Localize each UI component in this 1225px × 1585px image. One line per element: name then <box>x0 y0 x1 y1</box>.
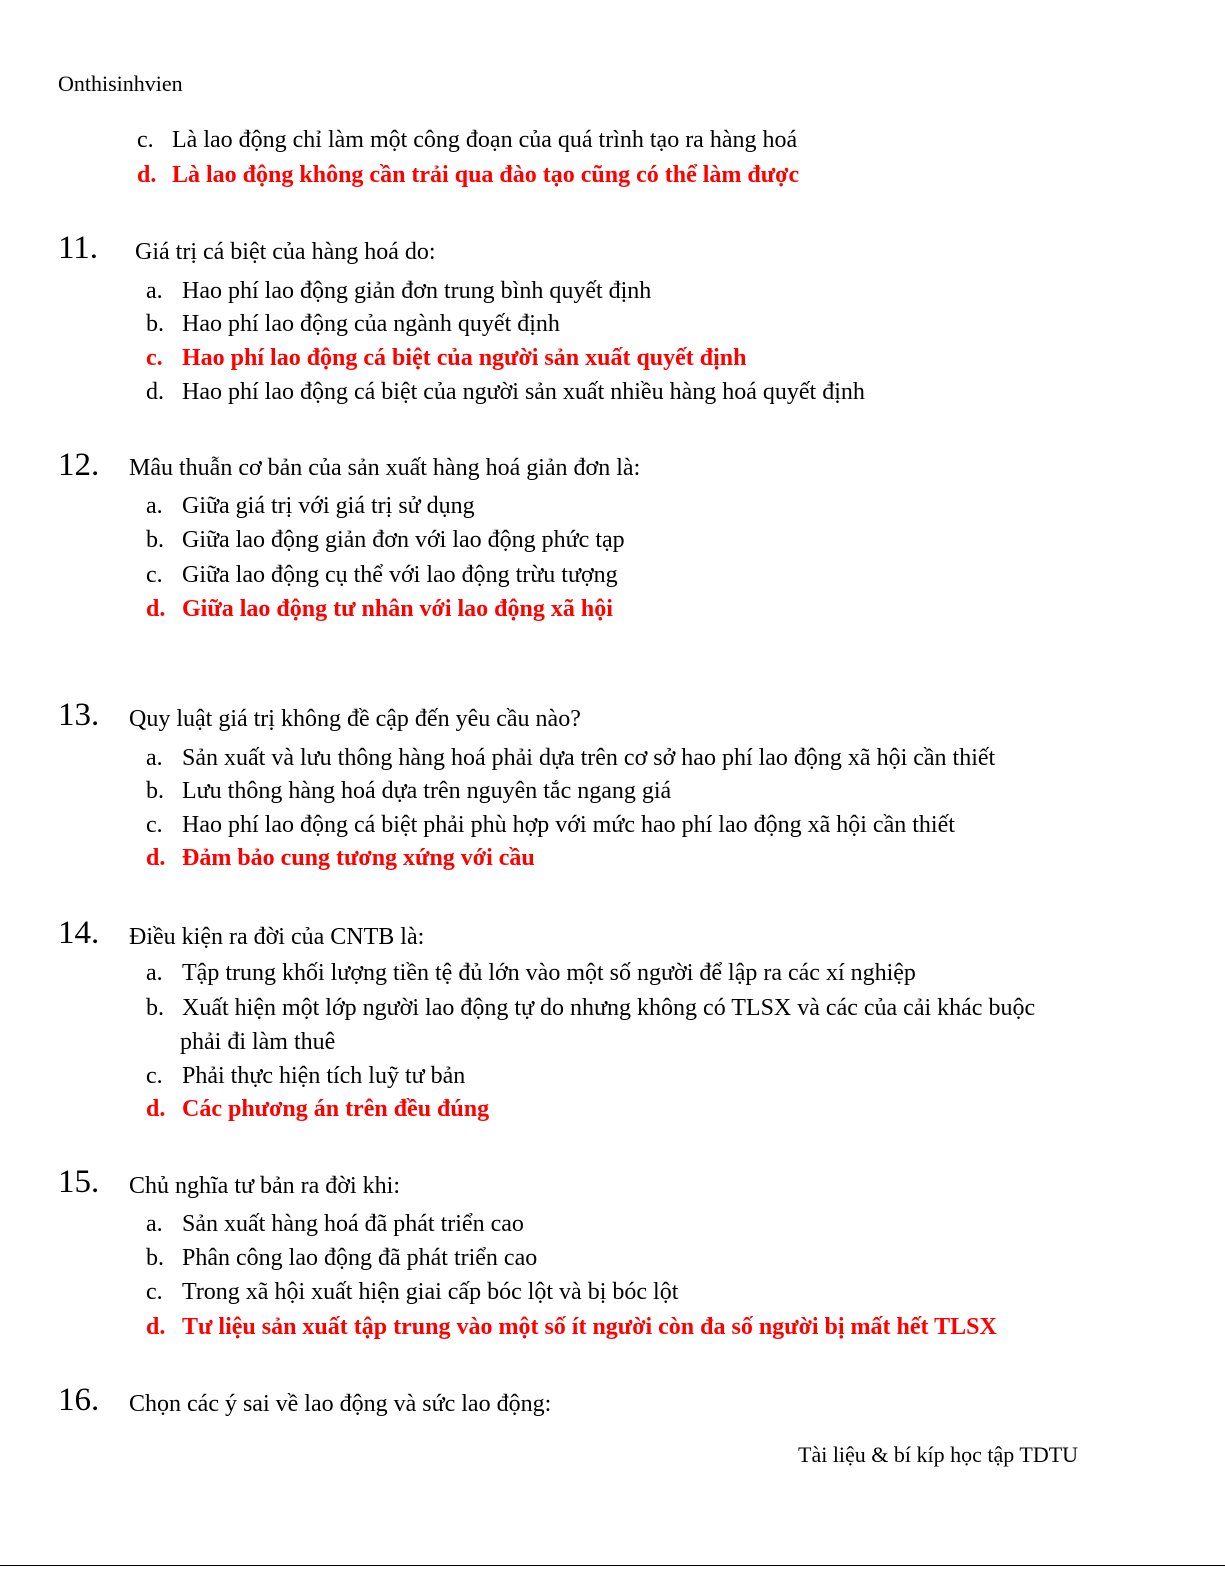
option-label: a. <box>146 278 163 304</box>
option-14-b <box>146 993 1035 1023</box>
option-label: b. <box>146 778 164 804</box>
option-14-c <box>146 1061 465 1091</box>
option-11-c-correct <box>146 343 747 373</box>
footer-divider <box>0 1565 1225 1566</box>
option-text: Phải thực hiện tích luỹ tư bản <box>182 1063 466 1089</box>
option-text: Hao phí lao động cá biệt phải phù hợp với mức hao phí lao động xã hội cần thiết <box>182 812 955 838</box>
question-text-16: Chọn các ý sai về lao động và sức lao động: <box>129 1391 552 1417</box>
option-13-b <box>146 776 671 806</box>
option-12-c <box>146 560 618 590</box>
option-14-b-continued: phải đi làm thuê <box>180 1029 336 1055</box>
option-11-a <box>146 276 651 306</box>
option-text: Hao phí lao động của ngành quyết định <box>182 311 560 337</box>
option-text: Sản xuất hàng hoá đã phát triển cao <box>182 1211 524 1237</box>
option-label: c. <box>137 127 154 153</box>
option-label: c. <box>146 812 163 838</box>
option-text: Đảm bảo cung tương xứng với cầu <box>182 845 535 871</box>
option-text: Tập trung khối lượng tiền tệ đủ lớn vào một số người để lập ra các xí nghiệp <box>182 960 916 986</box>
page-footer: Tài liệu & bí kíp học tập TDTU <box>798 1442 1079 1467</box>
option-14-a <box>146 958 916 988</box>
option-text: Tư liệu sản xuất tập trung vào một số ít người còn đa số người bị mất hết TLSX <box>182 1314 997 1340</box>
option-label: a. <box>146 745 163 771</box>
option-15-a <box>146 1209 524 1239</box>
option-label: c. <box>146 345 163 371</box>
option-label: b. <box>146 1245 164 1271</box>
option-label: b. <box>146 527 164 553</box>
option-text: Giữa lao động cụ thể với lao động trừu tượng <box>182 562 618 588</box>
option-11-d <box>146 377 865 407</box>
question-text-13: Quy luật giá trị không đề cập đến yêu cầu nào? <box>129 706 581 732</box>
option-label: c. <box>146 1063 163 1089</box>
option-13-a <box>146 743 995 773</box>
option-label: a. <box>146 493 163 519</box>
option-text: Các phương án trên đều đúng <box>182 1096 490 1122</box>
option-label: d. <box>146 596 166 622</box>
option-label: d. <box>146 1096 166 1122</box>
option-text: Là lao động không cần trải qua đào tạo cũng có thể làm được <box>172 162 800 188</box>
option-text: Phân công lao động đã phát triển cao <box>182 1245 538 1271</box>
option-label: d. <box>146 1314 166 1340</box>
page-header: Onthisinhvien <box>58 71 183 96</box>
option-14-d-correct <box>146 1094 489 1124</box>
question-number-13: 13. <box>58 697 100 733</box>
option-label: d. <box>137 162 157 188</box>
question-number-12: 12. <box>58 447 100 483</box>
option-text: Giữa lao động tư nhân với lao động xã hội <box>182 596 613 622</box>
option-label: c. <box>146 562 163 588</box>
option-15-b <box>146 1243 537 1273</box>
option-12-b <box>146 525 625 555</box>
option-11-b <box>146 309 560 339</box>
option-label: d. <box>146 379 164 405</box>
question-text-12: Mâu thuẫn cơ bản của sản xuất hàng hoá giản đơn là: <box>129 455 641 481</box>
option-12-a <box>146 491 475 521</box>
option-text: Hao phí lao động giản đơn trung bình quyết định <box>182 278 652 304</box>
question-number-11: 11. <box>58 230 99 266</box>
option-text: Hao phí lao động cá biệt của người sản xuất nhiều hàng hoá quyết định <box>182 379 865 405</box>
option-13-c <box>146 810 955 840</box>
question-text-14: Điều kiện ra đời của CNTB là: <box>129 924 425 950</box>
option-text: Trong xã hội xuất hiện giai cấp bóc lột và bị bóc lột <box>182 1279 679 1305</box>
option-text: Hao phí lao động cá biệt của người sản xuất quyết định <box>182 345 747 371</box>
option-text: Là lao động chỉ làm một công đoạn của quá trình tạo ra hàng hoá <box>172 127 798 153</box>
question-number-14: 14. <box>58 915 100 951</box>
question-number-15: 15. <box>58 1164 100 1200</box>
option-12-d-correct <box>146 594 613 624</box>
option-label: d. <box>146 845 166 871</box>
question-number-16: 16. <box>58 1382 100 1418</box>
option-label: a. <box>146 960 163 986</box>
option-15-c <box>146 1277 678 1307</box>
option-10-c <box>137 125 797 155</box>
option-text: Giữa lao động giản đơn với lao động phức tạp <box>182 527 625 553</box>
option-label: b. <box>146 995 164 1021</box>
option-label: c. <box>146 1279 163 1305</box>
option-label: b. <box>146 311 164 337</box>
option-15-d-correct <box>146 1312 997 1342</box>
option-text: Sản xuất và lưu thông hàng hoá phải dựa trên cơ sở hao phí lao động xã hội cần thiết <box>182 745 996 771</box>
option-10-d-correct <box>137 160 799 190</box>
question-text-15: Chủ nghĩa tư bản ra đời khi: <box>129 1173 400 1199</box>
option-text: Giữa giá trị với giá trị sử dụng <box>182 493 475 519</box>
question-text-11: Giá trị cá biệt của hàng hoá do: <box>135 239 436 265</box>
option-13-d-correct <box>146 843 535 873</box>
option-text: Lưu thông hàng hoá dựa trên nguyên tắc ngang giá <box>182 778 672 804</box>
option-label: a. <box>146 1211 163 1237</box>
option-text: Xuất hiện một lớp người lao động tự do nhưng không có TLSX và các của cải khác buộc <box>182 995 1036 1021</box>
